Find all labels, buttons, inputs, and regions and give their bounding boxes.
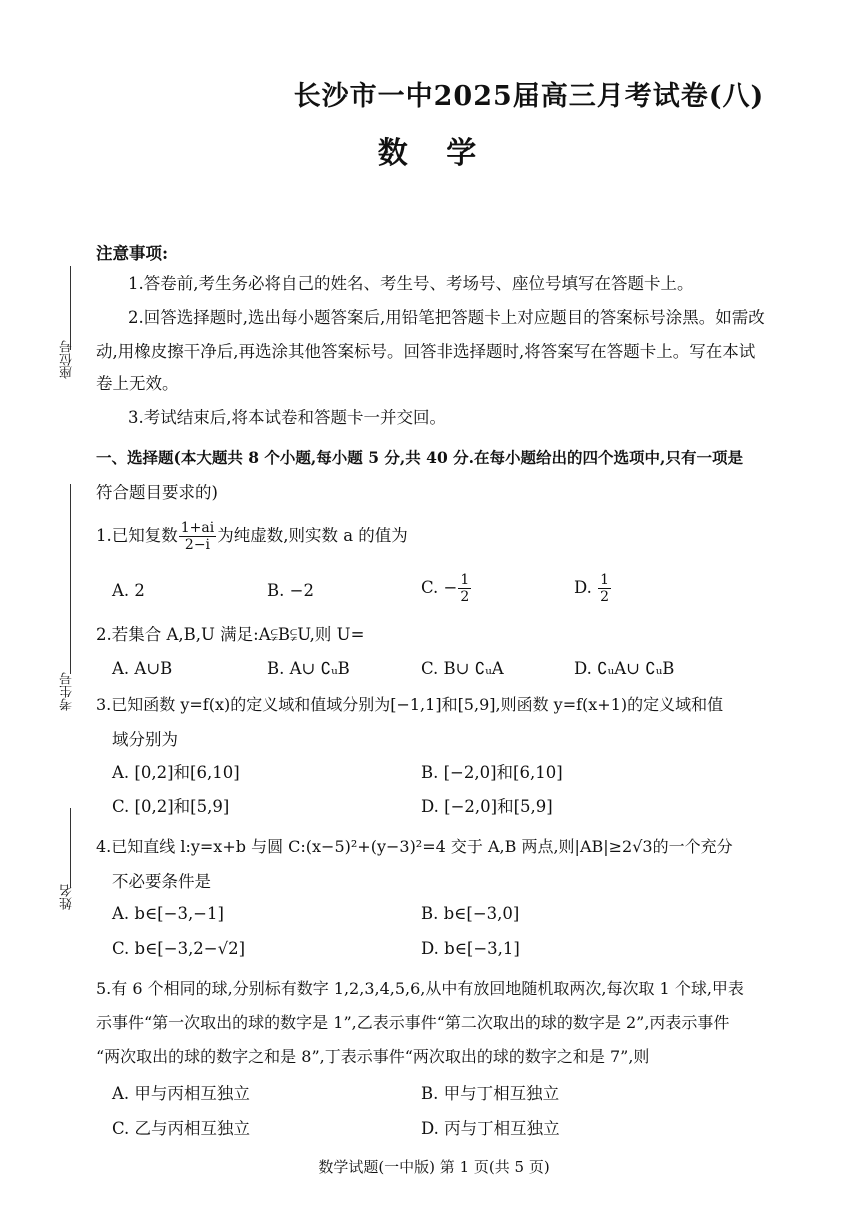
q1-c-num: 1 [460,572,470,588]
seat-label: 座位号 [60,340,75,379]
notice-item: 1.答卷前,考生务必将自己的姓名、考生号、考场号、座位号填写在答题卡上。 [128,274,694,293]
q1-option-c [421,572,472,605]
q3-option-b: B. [−2,0]和[6,10] [421,763,563,782]
q1-option-a: A. 2 [112,581,145,600]
section-heading: 一、选择题(本大题共 8 个小题,每小题 5 分,共 40 分.在每小题给出的四个选项中,只有一项是 [96,448,743,467]
page-footer: 数学试题(一中版) 第 1 页(共 5 页) [318,1158,550,1176]
q4-option-d: D. b∈[−3,1] [421,939,520,958]
q5-option-b: B. 甲与丁相互独立 [421,1084,560,1103]
notice-item: 卷上无效。 [96,374,179,393]
q1-fraction [179,520,216,553]
q1-stem-post: 为纯虚数,则实数 a 的值为 [217,526,408,545]
exam-title: 长沙市一中2025届高三月考试卷(八) [293,81,765,112]
notice-item: 动,用橡皮擦干净后,再选涂其他答案标号。回答非选择题时,将答案写在答题卡上。写在本试 [96,342,756,361]
q4-option-b: B. b∈[−3,0] [421,904,520,923]
q1-option-c-label: C. − [421,578,458,597]
q3-option-a: A. [0,2]和[6,10] [112,763,240,782]
q2-option-d: D. ∁ᵤA∪ ∁ᵤB [574,659,675,678]
notice-heading: 注意事项: [96,244,169,263]
question-4-cont: 不必要条件是 [112,872,211,891]
q4-option-c: C. b∈[−3,2−√2] [112,939,246,958]
notice-item: 3.考试结束后,将本试卷和答题卡一并交回。 [128,408,446,427]
q1-c-den: 2 [460,589,470,605]
q3-option-c: C. [0,2]和[5,9] [112,797,230,816]
question-1 [96,520,408,553]
seat-line [70,266,71,350]
q5-option-a: A. 甲与丙相互独立 [112,1084,250,1103]
q1-option-c-frac [458,572,471,605]
q1-option-b: B. −2 [267,581,314,600]
q4-option-a: A. b∈[−3,−1] [112,904,224,923]
name-label: 姓名 [60,884,75,910]
name-line [70,808,71,888]
q3-option-d: D. [−2,0]和[5,9] [421,797,553,816]
question-3-cont: 域分别为 [112,730,178,749]
q1-frac-den: 2−i [184,537,211,553]
q2-option-b: B. A∪ ∁ᵤB [267,659,350,678]
q1-option-d [574,572,612,605]
q2-option-c: C. B∪ ∁ᵤA [421,659,504,678]
q1-frac-num: 1+ai [180,520,215,536]
q1-option-d-frac [598,572,611,605]
question-5-cont: 示事件“第一次取出的球的数字是 1”,乙表示事件“第二次取出的球的数字是 2”,丙表示事件 [96,1013,730,1032]
section-heading-cont: 符合题目要求的) [96,483,218,502]
q1-d-den: 2 [600,589,610,605]
question-5: 5.有 6 个相同的球,分别标有数字 1,2,3,4,5,6,从中有放回地随机取两次,每次取 1 个球,甲表 [96,979,744,998]
question-2: 2.若集合 A,B,U 满足:A⫋B⫋U,则 U= [96,625,365,644]
q5-option-c: C. 乙与丙相互独立 [112,1119,251,1138]
question-5-cont: “两次取出的球的数字之和是 8”,丁表示事件“两次取出的球的数字之和是 7”,则 [96,1047,650,1066]
q5-option-d: D. 丙与丁相互独立 [421,1119,560,1138]
exam-no-line [70,484,71,674]
question-3: 3.已知函数 y=f(x)的定义域和值域分别为[−1,1]和[5,9],则函数 y=f(x+1)的定义域和值 [96,695,724,714]
exam-no-label: 考生号 [60,672,75,711]
notice-item: 2.回答选择题时,选出每小题答案后,用铅笔把答题卡上对应题目的答案标号涂黑。如需改 [128,308,765,327]
q1-stem-pre: 1.已知复数 [96,526,178,545]
q2-option-a: A. A∪B [112,659,173,678]
q1-option-d-label: D. [574,578,598,597]
question-4: 4.已知直线 l:y=x+b 与圆 C:(x−5)²+(y−3)²=4 交于 A,B 两点,则|AB|≥2√3的一个充分 [96,837,733,856]
subject-title: 数 学 [377,136,491,171]
q1-d-num: 1 [600,572,610,588]
